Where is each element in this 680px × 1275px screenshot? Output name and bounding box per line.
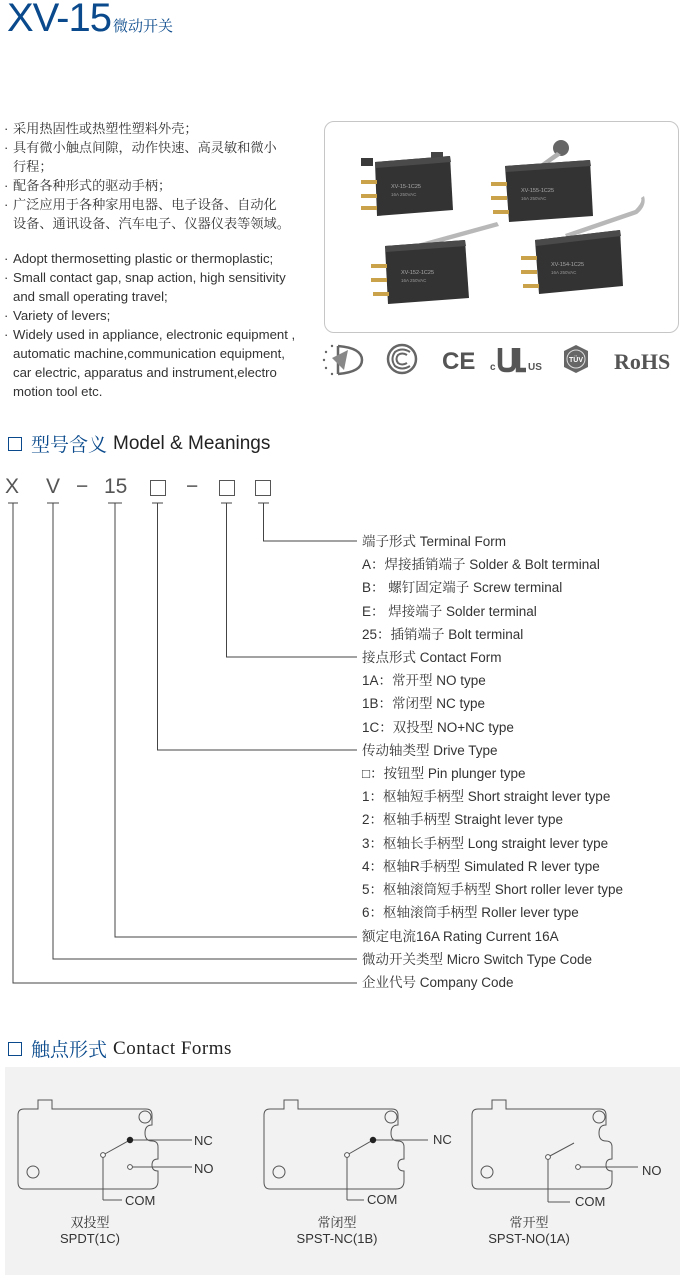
feature-en-item: · Small contact gap, snap action, high sensitivity: [4, 268, 295, 287]
legend-item: E： 焊接端子 Solder terminal: [362, 604, 537, 619]
legend-item: 1B：常闭型 NC type: [362, 696, 486, 711]
contact-forms-title-en: Contact Forms: [113, 1037, 232, 1059]
contact-forms-heading: [8, 1035, 232, 1062]
spst-no-com-node: [546, 1155, 551, 1160]
spst-no-name-cn: 常开型: [509, 1215, 549, 1230]
legend-item: 1C：双投型 NO+NC type: [362, 720, 514, 735]
model-meanings-title-cn: 型号含义: [31, 435, 108, 456]
feature-en-item: · Adopt thermosetting plastic or thermoplastic;: [4, 249, 295, 268]
legend-type-code: 微动开关类型 Micro Switch Type Code: [362, 952, 593, 967]
feature-cn-item-cont: 设备、通讯设备、汽车电子、仪器仪表等领域。: [13, 216, 290, 231]
spdt-nc-node: [127, 1137, 133, 1143]
spdt-name-cn: 双投型: [70, 1215, 110, 1230]
legend-item: □：按钮型 Pin plunger type: [362, 766, 526, 781]
ce-logo: CE: [442, 348, 476, 375]
feature-cn-item-cont: 行程；: [13, 159, 53, 174]
feature-en-item-cont: car electric, apparatus and instrument,electro: [13, 365, 277, 380]
switch-3-model: XV-152-1C25: [401, 270, 435, 276]
legend-item: A：焊接插销端子 Solder & Bolt terminal: [362, 557, 600, 572]
feature-en-item: · Widely used in appliance, electronic equipment ,: [4, 325, 295, 344]
feature-en-item-cont: motion tool etc.: [13, 384, 103, 399]
spst-nc-name-en: SPST-NC(1B): [296, 1231, 378, 1246]
switch-1-rating: 16A 250VAC: [391, 192, 417, 197]
legend-company-code: 企业代号 Company Code: [362, 975, 514, 990]
spdt-com-label: COM: [125, 1193, 156, 1208]
switch-2-model: XV-155-1C25: [521, 188, 555, 194]
switch-4-model: XV-154-1C25: [551, 262, 585, 268]
switch-2-rating: 16A 250VAC: [521, 196, 547, 201]
switch-1-model: XV-15-1C25: [391, 184, 421, 190]
spst-nc-nc-node: [370, 1137, 376, 1143]
legend-item: B： 螺钉固定端子 Screw terminal: [362, 580, 563, 595]
switch-3-rating: 16A 250VAC: [401, 278, 427, 283]
model-meanings-title-en: Model & Meanings: [113, 432, 271, 454]
legend-contact-form: 接点形式 Contact Form: [362, 650, 502, 665]
spst-no-no-label: NO: [642, 1163, 662, 1178]
spst-nc-com-node: [345, 1153, 350, 1158]
feature-cn-item: · 具有微小触点间隙，动作快速、高灵敏和微小: [4, 138, 290, 157]
contact-forms-title-cn: 触点形式: [31, 1040, 108, 1061]
spst-nc-caption: [282, 1215, 392, 1247]
feature-en-item-cont: and small operating travel;: [13, 289, 168, 304]
spdt-no-label: NO: [194, 1161, 214, 1176]
feature-en-item: · Variety of levers;: [4, 306, 295, 325]
legend-drive-type: 传动轴类型 Drive Type: [362, 743, 498, 758]
spst-nc-com-label: COM: [367, 1192, 398, 1207]
legend-item: 3：枢轴长手柄型 Long straight lever type: [362, 836, 609, 851]
model-subtitle: 微动开关: [112, 18, 173, 35]
legend-item: 6：枢轴滚筒手柄型 Roller lever type: [362, 905, 579, 920]
spdt-name-en: SPDT(1C): [60, 1231, 120, 1246]
cul-c: c: [490, 362, 496, 373]
legend-terminal-form: 端子形式 Terminal Form: [362, 534, 507, 549]
code-dash-1: −: [76, 475, 89, 498]
legend-item: 5：枢轴滚筒短手柄型 Short roller lever type: [362, 882, 624, 897]
spst-no-name-en: SPST-NO(1A): [488, 1231, 570, 1246]
rohs-logo: RoHS: [614, 349, 671, 374]
code-v: V: [46, 475, 61, 498]
legend-item: 25：插销端子 Bolt terminal: [362, 627, 524, 642]
spdt-caption: [40, 1215, 140, 1247]
spdt-no-node: [128, 1165, 133, 1170]
spst-no-caption: [474, 1215, 584, 1247]
code-dash-2: −: [186, 475, 199, 498]
legend-item: 1：枢轴短手柄型 Short straight lever type: [362, 789, 611, 804]
feature-cn-item: · 广泛应用于各种家用电器、电子设备、自动化: [4, 195, 290, 214]
spst-nc-diagram: [264, 1100, 428, 1200]
feature-cn-item: · 配备各种形式的驱动手柄；: [4, 176, 290, 195]
spst-no-no-node: [576, 1165, 581, 1170]
spdt-com-node: [101, 1153, 106, 1158]
legend-item: 4：枢轴R手柄型 Simulated R lever type: [362, 859, 600, 874]
legend-item: 1A：常开型 NO type: [362, 673, 486, 688]
spst-nc-name-cn: 常闭型: [317, 1215, 357, 1230]
legend-item: 2：枢轴手柄型 Straight lever type: [362, 812, 564, 827]
cul-us: US: [528, 362, 542, 373]
feature-cn-item: · 采用热固性或热塑性塑料外壳；: [4, 119, 290, 138]
tuv-text: TÜV: [569, 357, 583, 364]
legend-rating-current: 额定电流16A Rating Current 16A: [362, 929, 559, 944]
spst-nc-nc-label: NC: [433, 1132, 452, 1147]
switch-4-rating: 16A 250VAC: [551, 270, 577, 275]
code-15: 15: [104, 475, 128, 498]
spst-no-com-label: COM: [575, 1194, 606, 1209]
spdt-diagram: [18, 1100, 192, 1200]
heading-square-icon: [8, 1042, 22, 1056]
code-x: X: [5, 475, 20, 498]
spdt-nc-label: NC: [194, 1133, 213, 1148]
spst-no-diagram: [472, 1100, 638, 1202]
model-name: XV-15: [7, 0, 111, 40]
feature-en-item-cont: automatic machine,communication equipment,: [13, 346, 285, 361]
